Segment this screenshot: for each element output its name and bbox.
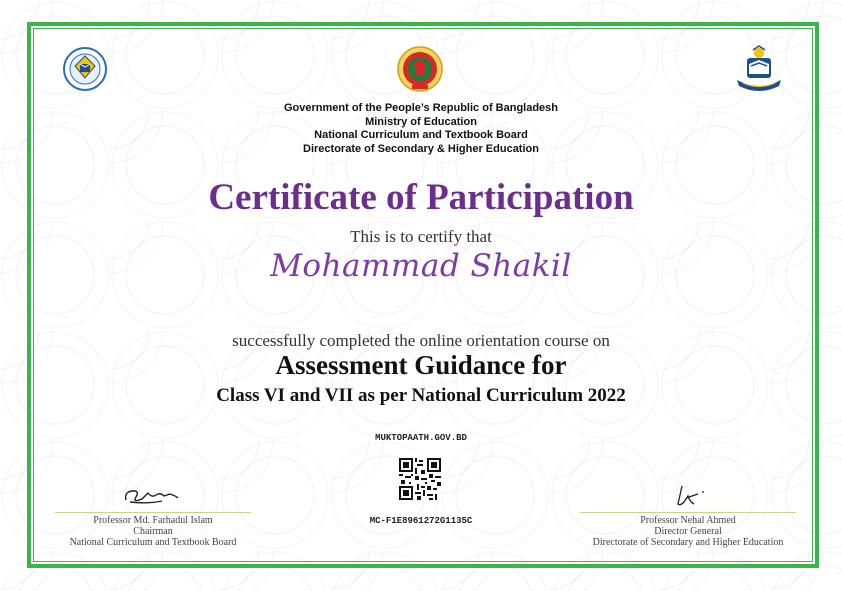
signature-block-left [55,484,251,548]
signature-right-icon [658,484,718,508]
header-government: Government of the People’s Republic of Bangladesh [283,102,559,114]
nctb-logo-icon [62,46,108,92]
signature-line-left [55,512,251,513]
signatory-right-name: Professor Nehal Ahmed [640,515,736,526]
completed-text: successfully completed the online orientation course on [232,331,610,350]
signatory-left-title: Chairman [133,526,173,537]
qr-code-icon [399,458,441,500]
signatory-right-title: Director General [654,526,722,537]
recipient-name: Mohammad Shakil [270,248,572,284]
issuer-header [0,102,842,156]
government-seal-icon [396,45,444,93]
website-url: MUKTOPAATH.GOV.BD [375,433,467,443]
signatory-right-org: Directorate of Secondary and Higher Education [592,537,784,548]
certify-text: This is to certify that [350,227,492,246]
header-board: National Curriculum and Textbook Board [314,129,528,141]
certificate-code: MC-F1E8961272G1135C [369,516,473,526]
signature-block-right [580,484,796,548]
signature-line-right [580,512,796,513]
header-directorate: Directorate of Secondary & Higher Education [303,142,539,155]
dshe-logo-icon [733,44,785,94]
course-title-line2: Class VI and VII as per National Curriculum 2022 [216,385,626,406]
signatory-left-org: National Curriculum and Textbook Board [69,537,237,548]
header-ministry: Ministry of Education [365,115,477,128]
course-title-line1: Assessment Guidance for [275,350,567,380]
signatory-left-name: Professor Md. Farhadul Islam [93,515,213,526]
certificate-title: Certificate of Participation [208,177,634,218]
signature-left-icon [118,484,188,508]
